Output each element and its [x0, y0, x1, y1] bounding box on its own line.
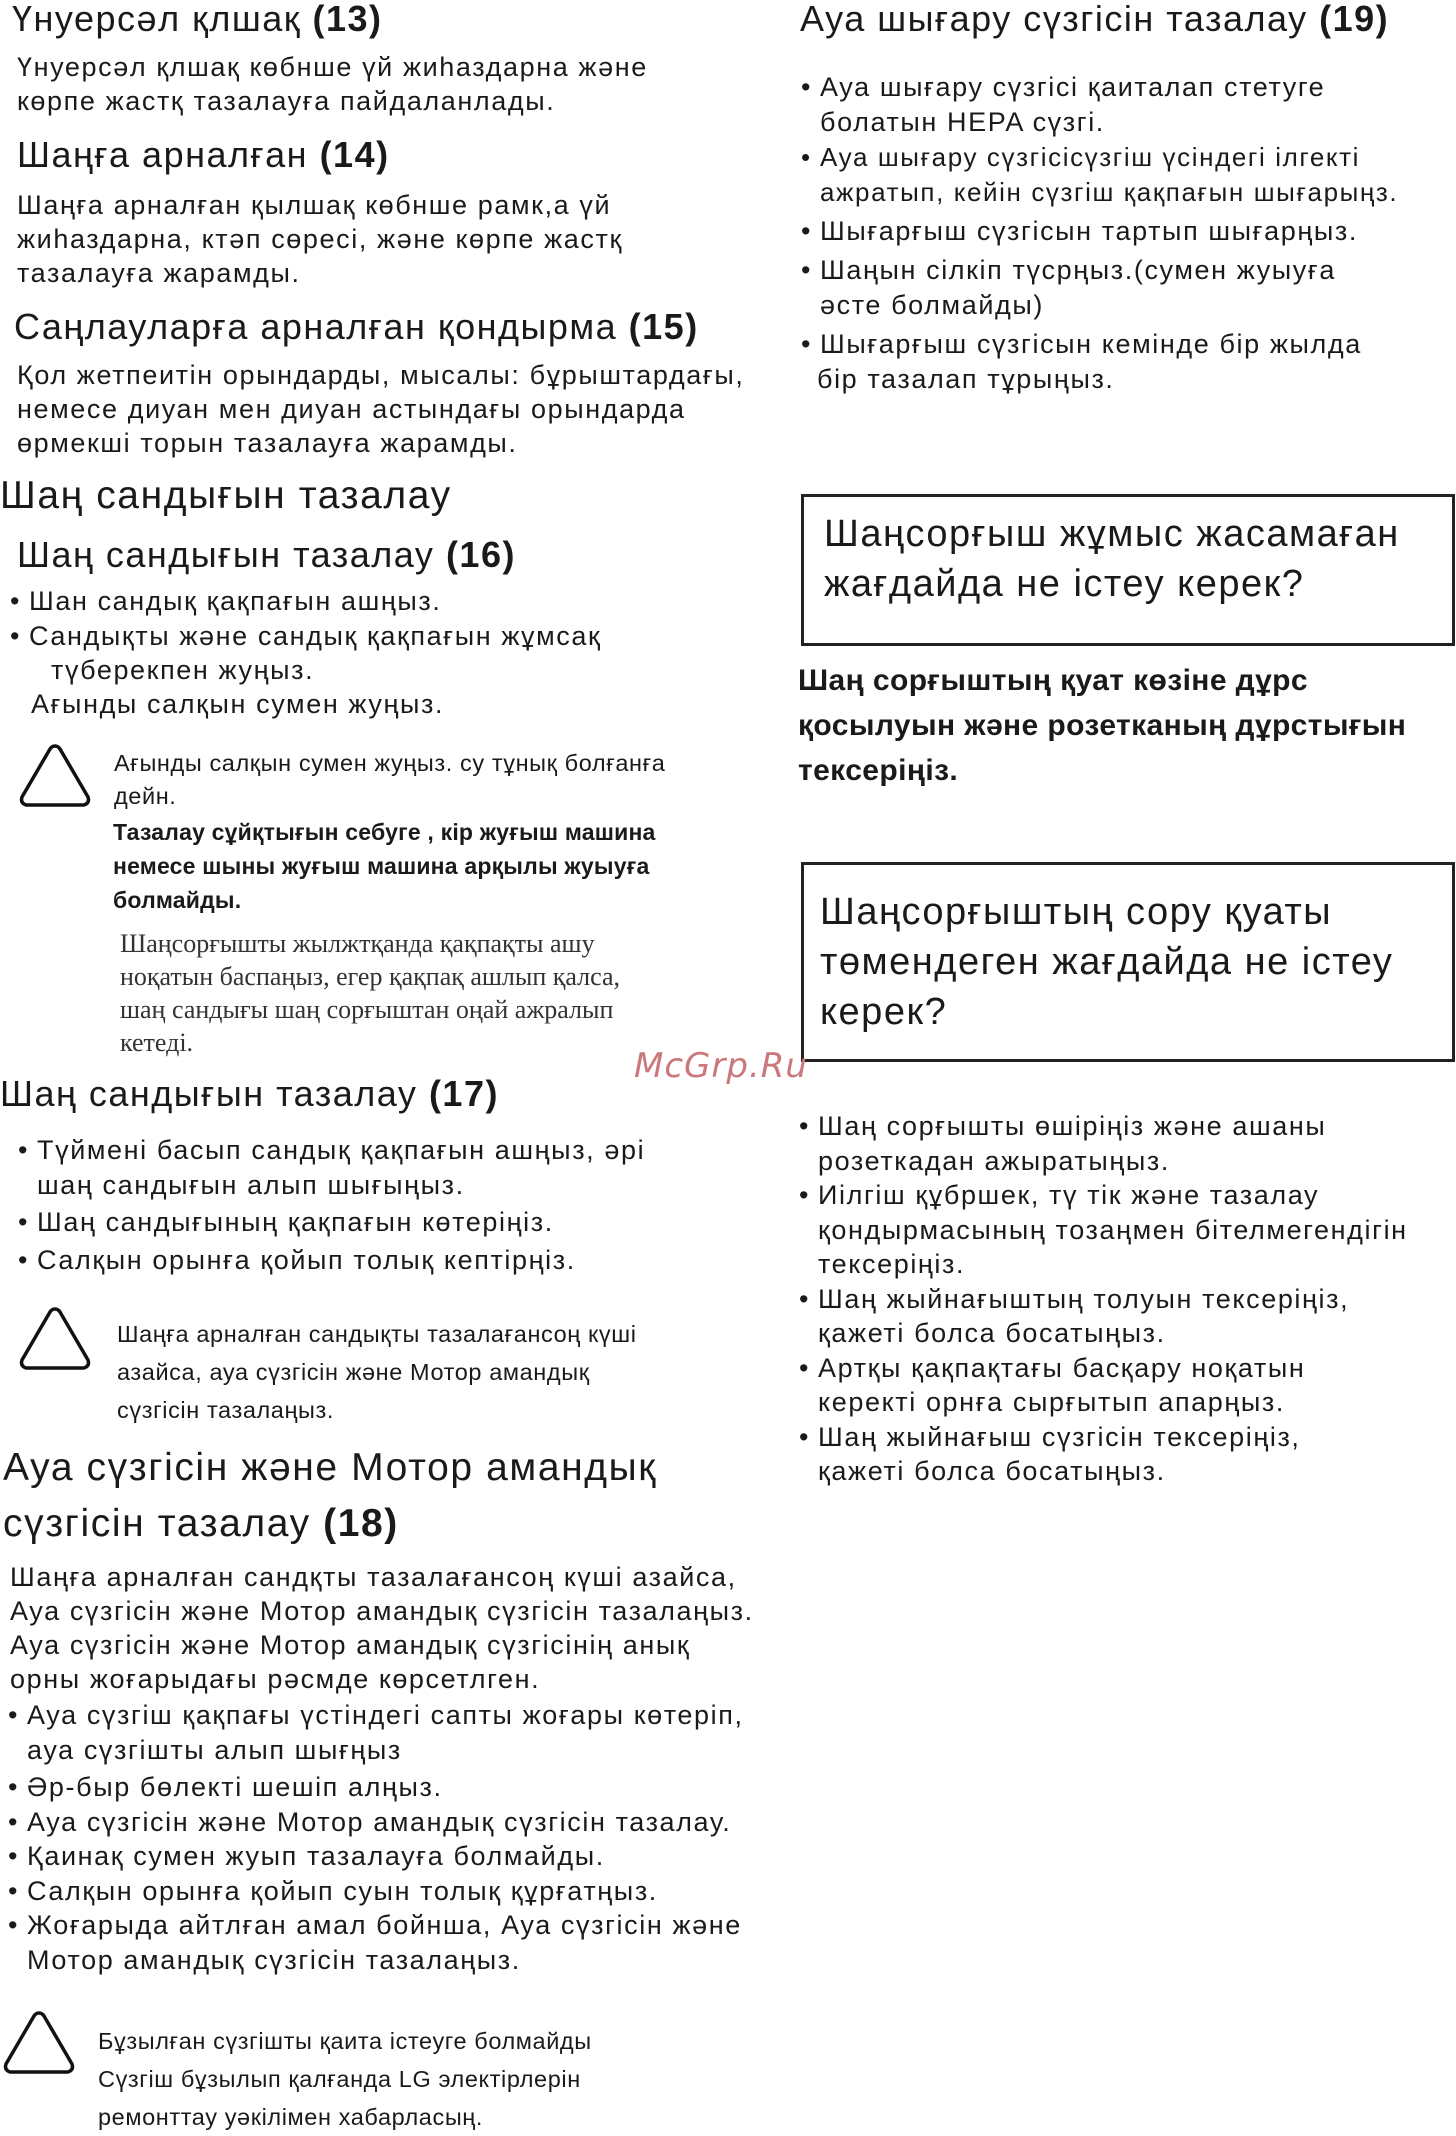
list-item: • Артқы қақпақтағы басқару ноқатын керекті орнға сырғытып апарңыз. — [799, 1351, 1408, 1420]
section-15-title: Саңлауларға арналған қондырма (15) — [14, 306, 699, 347]
section-18-bullets — [8, 1698, 744, 1977]
list-item: • Салқын орынға қойып толық кептірңіз. — [18, 1243, 645, 1278]
list-item: • Шаң сандығының қақпағын көтеріңіз. — [18, 1205, 645, 1240]
troubleshooting-box-not-working — [801, 494, 1455, 646]
box-1-answer: Шаң сорғыштың қуат көзіне дұрс қосылуын және розетканың дұрстығын тексеріңіз. — [798, 664, 1407, 787]
section-17-title: Шаң сандығын тазалау (17) — [0, 1073, 499, 1114]
list-item: • Шан сандық қақпағын ашңыз. — [10, 584, 601, 619]
list-item: • Салқын орынға қойып суын толық құрғатңыз. — [8, 1874, 744, 1909]
list-item: • Ауа шығару сүзгісісүзгіш үсіндегі ілгекті ажратып, кейін сүзгіш қақпағын шығарыңз. — [801, 140, 1398, 210]
box-1-title: Шаңсорғыш жұмыс жасамаған жағдайда не істеу керек? — [824, 513, 1400, 605]
warning-triangle-icon — [18, 743, 92, 809]
box-2-title: Шаңсорғыштың сору қуаты төмендеген жағдайда не істеу керек? — [820, 891, 1394, 1033]
right-column — [795, 0, 1456, 2132]
section-18-note: Бұзылған сүзгішты қаита істеуге болмайды Сүзгіш бұзылып қалғанда LG электірлерін ремонттау уәкілімен хабарласың. — [98, 2028, 592, 2130]
list-item: • Шығарғыш сүзгісын тартып шығарңыз. — [801, 214, 1398, 249]
section-17-note: Шаңға арналған сандықты тазалағансоң күші азайса, ауа сүзгісін және Мотор амандық сүзгісін тазалаңыз. — [117, 1321, 637, 1423]
troubleshooting-box-low-suction — [801, 862, 1455, 1062]
section-18-title-line1: Ауа сүзгісін және Мотор амандық — [3, 1446, 657, 1489]
list-item: • Шаң сорғышты өшіріңіз және ашаны розеткадан ажыратыңыз. — [799, 1109, 1408, 1178]
warning-triangle-icon — [18, 1306, 92, 1372]
main-heading-dust-box-cleaning: Шаң сандығын тазалау — [0, 474, 452, 517]
section-15-text: Қол жетпеитін орындарды, мысалы: бұрыштардағы, немесе диуан мен диуан астындағы орындарда өрмекші торын тазалауға жарамды. — [17, 360, 745, 458]
section-16-title: Шаң сандығын тазалау (16) — [17, 534, 516, 575]
watermark: McGrp.Ru — [634, 1046, 808, 1086]
warning-triangle-icon — [2, 2010, 76, 2076]
section-16-bullets — [10, 584, 601, 688]
section-16-note-bold: Тазалау сұйқтығын себуге , кір жуғыш машина немесе шыны жуғыш машина арқылы жуыуға болмайды. — [113, 819, 656, 913]
box-2-bullets — [799, 1109, 1408, 1489]
section-16-note: Ағынды салқын сумен жуңыз. су тұнық болғанға дейн. — [114, 750, 666, 809]
list-item: • Жоғарыда айтлған амал бойнша, Ауа сүзгісін және Мотор амандық сүзгісін тазалаңыз. — [8, 1908, 744, 1977]
list-item: • Ауа сүзгіш қақпағы үстіндегі сапты жоғары көтеріп, ауа сүзгішты алып шығңыз — [8, 1698, 744, 1767]
section-18-title-line2: сүзгісін тазалау (18) — [3, 1502, 399, 1545]
list-item: • Сандықты және сандық қақпағын жұмсақ түберекпен жуңыз. — [10, 619, 601, 688]
list-item: • Шығарғыш сүзгісын кемінде бір жылда бір тазалап тұрыңыз. — [801, 327, 1398, 397]
list-item: • Ауа шығару сүзгісі қаиталап стетуге болатын HEPA сүзгі. — [801, 70, 1398, 140]
section-14-text: Шаңға арналған қылшақ көбнше рамк,а үй жиһаздарна, ктәп сөресі, және көрпе жастқ тазалауға жарамды. — [17, 190, 623, 288]
list-item: • Шаң жыйнағыштың толуын тексеріңіз, қажеті болса босатыңыз. — [799, 1282, 1408, 1351]
section-16-after-text: Ағынды салқын сумен жуңыз. — [31, 689, 445, 719]
section-19-title: Ауа шығару сүзгісін тазалау (19) — [800, 0, 1390, 39]
section-13-text: Үнуерсәл қлшақ көбнше үй жиһаздарна және көрпе жастқ тазалауға пайдаланлады. — [17, 52, 648, 116]
list-item: • Әр-быр бөлекті шешіп алңыз. — [8, 1770, 744, 1805]
list-item: • Шаң жыйнағыш сүзгісін тексеріңіз, қажеті болса босатыңыз. — [799, 1420, 1408, 1489]
section-13-title: Үнуерсәл қлшақ (13) — [12, 0, 383, 39]
list-item: • Түймені басып сандық қақпағын ашңыз, әрі шаң сандығын алып шығыңыз. — [18, 1133, 645, 1202]
section-18-text: Шаңға арналған сандқты тазалағансоң күші азайса, Ауа сүзгісін және Мотор амандық сүзгісін тазалаңыз. Ауа сүзгісін және Мотор амандық сүзгісінің анық орны жоғарыдағы рәсмде көрсетлген. — [10, 1562, 754, 1694]
list-item: • Ауа сүзгісін және Мотор амандық сүзгісін тазалау. — [8, 1805, 744, 1840]
list-item: • Иілгіш құбршек, тү тік және тазалау қондырмасының тозаңмен бітелмегендігін тексеріңіз. — [799, 1178, 1408, 1282]
list-item: • Шаңын сілкіп түсрңыз.(сумен жуыуға әсте болмайды) — [801, 253, 1398, 323]
section-14-title: Шаңға арналған (14) — [17, 134, 390, 175]
section-17-bullets — [18, 1133, 645, 1277]
section-16-note-serif: Шаңсорғышты жылжтқанда қақпақты ашу ноқатын баспаңыз, егер қақпақ ашлып қалса, шаң сандығы шаң сорғыштан оңай ажралып кетеді. — [120, 929, 621, 1057]
section-19-bullets — [801, 70, 1398, 397]
list-item: • Қаинақ сумен жуып тазалауға болмайды. — [8, 1839, 744, 1874]
